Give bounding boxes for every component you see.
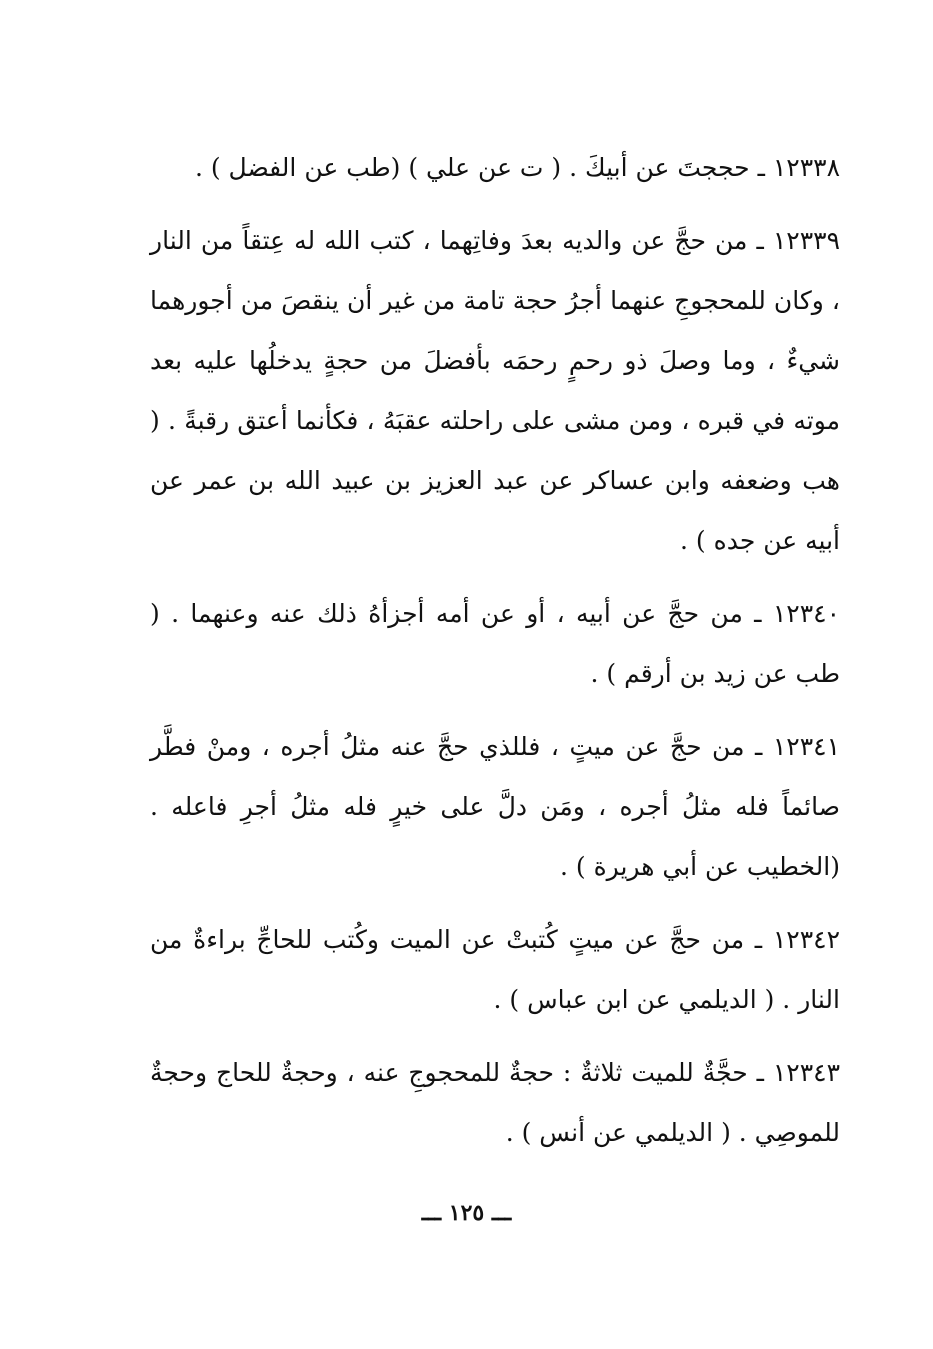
hadith-entry-12339: ١٢٣٣٩ ـ من حجَّ عن والديه بعدَ وفاتِهما ، كتب الله له عِتقاً من النار ، وكان للمحجوجِ عنهما أجرُ حجة تامة من غير أن ينقصَ من أجورهما شيءٌ ، وما وصلَ ذو رحمٍ رحمَه بأفضلَ من حجةٍ يدخلُها عليه بعد موته في قبره ، ومن مشى على راحلته عقبَهُ ، فكأنما أعتق رقبةً . ( هب وضعفه وابن عساكر عن عبد العزيز بن عبيد الله بن عمر عن أبيه عن جده ) . [150, 226, 840, 555]
hadith-entry-12341: ١٢٣٤١ ـ من حجَّ عن ميتٍ ، فللذي حجَّ عنه مثلُ أجره ، ومنْ فطَّر صائماً فله مثلُ أجره ، ومَن دلَّ على خيرٍ فله مثلُ أجرِ فاعله . (الخطيب عن أبي هريرة ) . [150, 732, 841, 881]
hadith-entry-12342: ١٢٣٤٢ ـ من حجَّ عن ميتٍ كُتبتْ عن الميت وكُتب للحاجِّ براءةٌ من النار . ( الديلمي عن ابن عباس ) . [150, 925, 840, 1014]
page-number: ـــ ١٢٥ ـــ [421, 1200, 512, 1226]
hadith-entry-12343: ١٢٣٤٣ ـ حجَّةٌ للميت ثلاثةٌ : حجةٌ للمحجوجِ عنه ، وحجةٌ للحاج وحجةٌ للموصِي . ( الديلمي عن أنس ) . [150, 1058, 840, 1147]
hadith-entry-12338: ١٢٣٣٨ ـ حججتَ عن أبيكَ . ( ت عن علي ) (طب عن الفضل ) . [194, 153, 840, 182]
hadith-entry-12340: ١٢٣٤٠ ـ من حجَّ عن أبيه ، أو عن أمه أجزأهُ ذلك عنه وعنهما . ( طب عن زيد بن أرقم ) . [150, 599, 840, 688]
hadith-text-block [150, 138, 840, 1177]
